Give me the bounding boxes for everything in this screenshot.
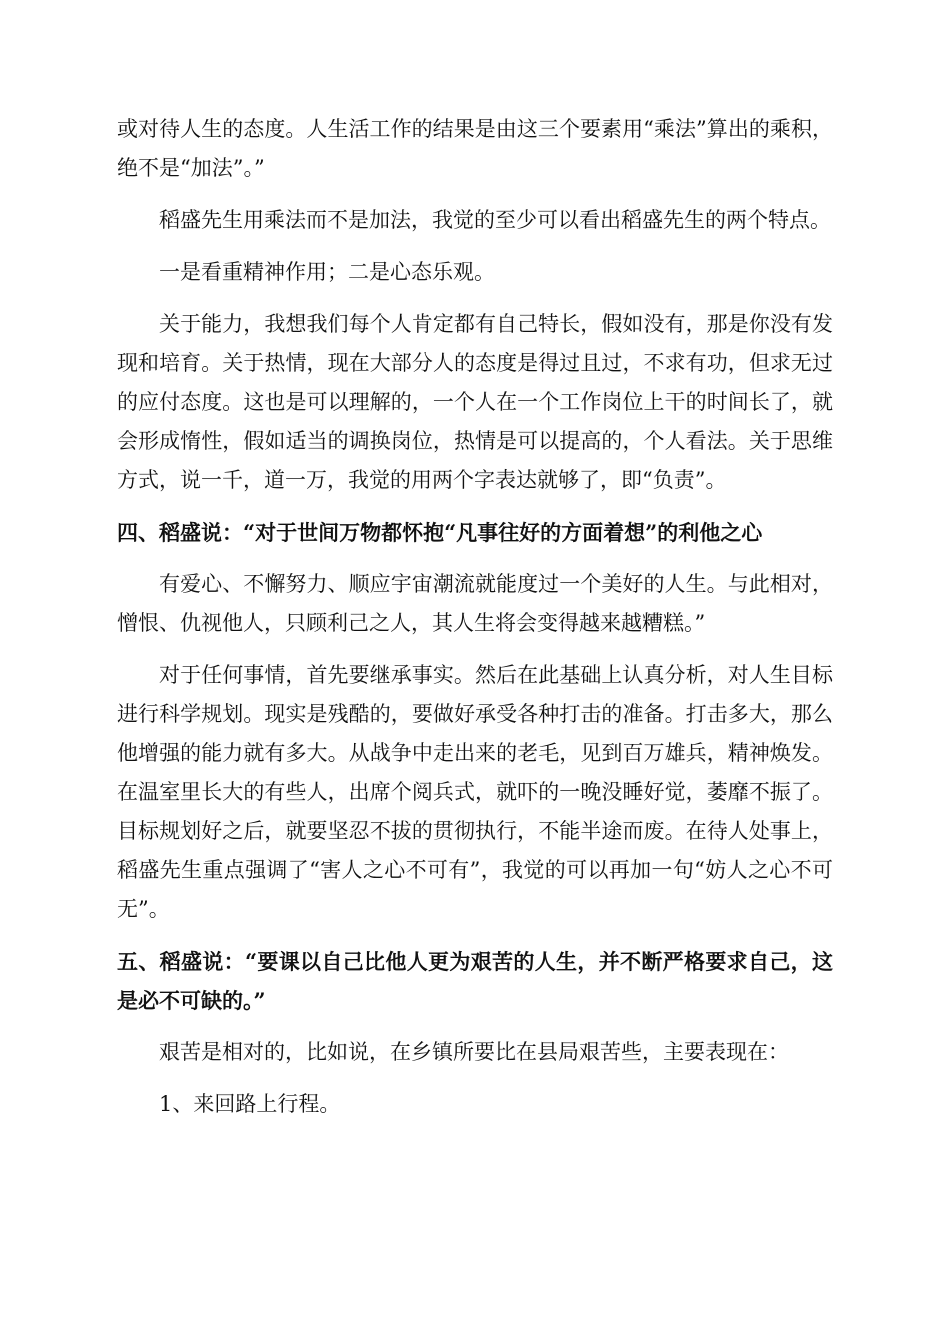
paragraph-facts-planning: 对于任何事情，首先要继承事实。然后在此基础上认真分析，对人生目标进行科学规划。现实是残酷的，要做好承受各种打击的准备。打击多大，那么他增强的能力就有多大。从战争中走出来的老毛，见到百万雄兵，精神焕发。在温室里长大的有些人，出席个阅兵式，就吓的一晚没睡好觉，萎靡不振了。目标规划好之后，就要坚忍不拔的贯彻执行，不能半途而废。在待人处事上，稻盛先生重点强调了“害人之心不可有”，我觉的可以再加一句“妨人之心不可无”。 [117,663,833,921]
paragraph-continuation: 或对待人生的态度。人生活工作的结果是由这三个要素用“乘法”算出的乘积，绝不是“加法”。” [117,117,833,180]
section-heading-four: 四、稻盛说：“对于世间万物都怀抱“凡事往好的方面着想”的利他之心 [117,520,763,545]
list-item-travel: 1、来回路上行程。 [159,1092,341,1116]
paragraph-ability-passion: 关于能力，我想我们每个人肯定都有自己特长，假如没有，那是你没有发现和培育。关于热情，现在大部分人的态度是得过且过，不求有功，但求无过的应付态度。这也是可以理解的，一个人在一个工作岗位上干的时间长了，就会形成惰性，假如适当的调换岗位，热情是可以提高的，个人看法。关于思维方式，说一千，道一万，我觉的用两个字表达就够了，即“负责”。 [117,312,833,492]
paragraph-multiplication: 稻盛先生用乘法而不是加法，我觉的至少可以看出稻盛先生的两个特点。 [159,208,831,232]
paragraph-hardship: 艰苦是相对的，比如说，在乡镇所要比在县局艰苦些，主要表现在： [159,1040,789,1064]
paragraph-love-effort: 有爱心、不懈努力、顺应宇宙潮流就能度过一个美好的人生。与此相对，憎恨、仇视他人，只顾利己之人，其人生将会变得越来越糟糕。” [117,572,833,635]
document-page [117,110,833,1137]
paragraph-two-traits: 一是看重精神作用；二是心态乐观。 [159,260,495,284]
section-heading-five: 五、稻盛说：“要课以自己比他人更为艰苦的人生，并不断严格要求自己，这是必不可缺的。” [117,949,833,1013]
